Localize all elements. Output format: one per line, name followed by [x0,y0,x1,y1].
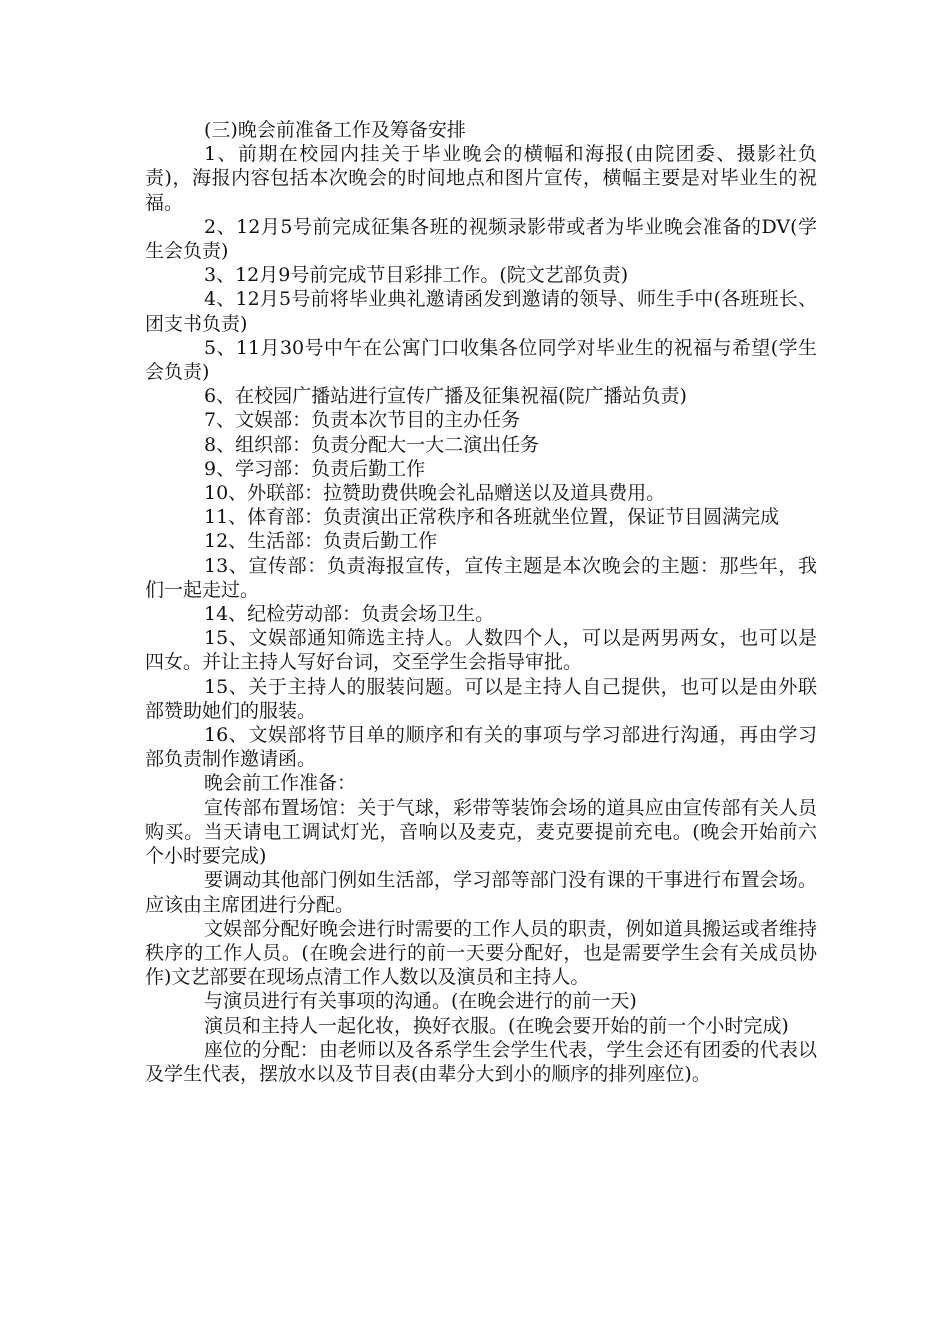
paragraph-staff-mobilize: 要调动其他部门例如生活部，学习部等部门没有课的干事进行布置会场。应该由主席团进行分配。 [145,869,817,916]
paragraph-item-10: 10、外联部：拉赞助费供晚会礼品赠送以及道具费用。 [204,482,666,505]
paragraph-venue-setup: 宣传部布置场馆：关于气球，彩带等装饰会场的道具应由宣传部有关人员购买。当天请电工调试灯光，音响以及麦克，麦克要提前充电。(晚会开始前六个小时要完成) [145,796,817,868]
paragraph-item-8: 8、组织部：负责分配大一大二演出任务 [204,433,540,456]
paragraph-item-9: 9、学习部：负责后勤工作 [204,457,426,480]
paragraph-item-1: 1、前期在校园内挂关于毕业晚会的横幅和海报(由院团委、摄影社负责)，海报内容包括本次晚会的时间地点和图片宣传，横幅主要是对毕业生的祝福。 [145,143,817,214]
paragraph-item-3: 3、12月9号前完成节目彩排工作。(院文艺部负责) [204,264,629,287]
paragraph-item-2: 2、12月5号前完成征集各班的视频录影带或者为毕业晚会准备的DV(学生会负责) [145,215,817,263]
paragraph-item-14: 14、纪检劳动部：负责会场卫生。 [204,603,495,626]
paragraph-makeup: 演员和主持人一起化妆，换好衣服。(在晚会要开始的前一个小时完成) [204,1014,789,1037]
paragraph-item-5: 5、11月30号中午在公寓门口收集各位同学对毕业生的祝福与希望(学生会负责) [145,336,817,384]
paragraph-item-13: 13、宣传部：负责海报宣传，宣传主题是本次晚会的主题：那些年，我们一起走过。 [145,554,817,601]
paragraph-item-12: 12、生活部：负责后勤工作 [204,530,438,553]
paragraph-seating: 座位的分配：由老师以及各系学生会学生代表，学生会还有团委的代表以及学生代表，摆放水以及节目表(由辈分大到小的顺序的排列座位)。 [145,1038,817,1085]
paragraph-performer-communication: 与演员进行有关事项的沟通。(在晚会进行的前一天) [204,990,637,1013]
document-page [145,118,817,1086]
subsection-heading: 晚会前工作准备： [204,772,357,795]
paragraph-item-15b: 15、关于主持人的服装问题。可以是主持人自己提供，也可以是由外联部赞助她们的服装。 [145,675,817,722]
paragraph-item-16: 16、文娱部将节目单的顺序和有关的事项与学习部进行沟通，再由学习部负责制作邀请函。 [145,724,817,771]
paragraph-item-15a: 15、文娱部通知筛选主持人。人数四个人，可以是两男两女，也可以是四女。并让主持人写好台词，交至学生会指导审批。 [145,627,817,674]
section-heading: (三)晚会前准备工作及筹备安排 [204,119,466,141]
paragraph-item-11: 11、体育部：负责演出正常秩序和各班就坐位置，保证节目圆满完成 [204,506,780,529]
paragraph-item-7: 7、文娱部：负责本次节目的主办任务 [204,409,521,432]
paragraph-item-6: 6、在校园广播站进行宣传广播及征集祝福(院广播站负责) [204,385,687,408]
paragraph-item-4: 4、12月5号前将毕业典礼邀请函发到邀请的领导、师生手中(各班班长、团支书负责) [145,288,817,335]
paragraph-staff-duties: 文娱部分配好晚会进行时需要的工作人员的职责，例如道具搬运或者维持秩序的工作人员。(在晚会进行的前一天要分配好，也是需要学生会有关成员协作)文艺部要在现场点清工作人数以及演员和主持人。 [145,917,817,989]
